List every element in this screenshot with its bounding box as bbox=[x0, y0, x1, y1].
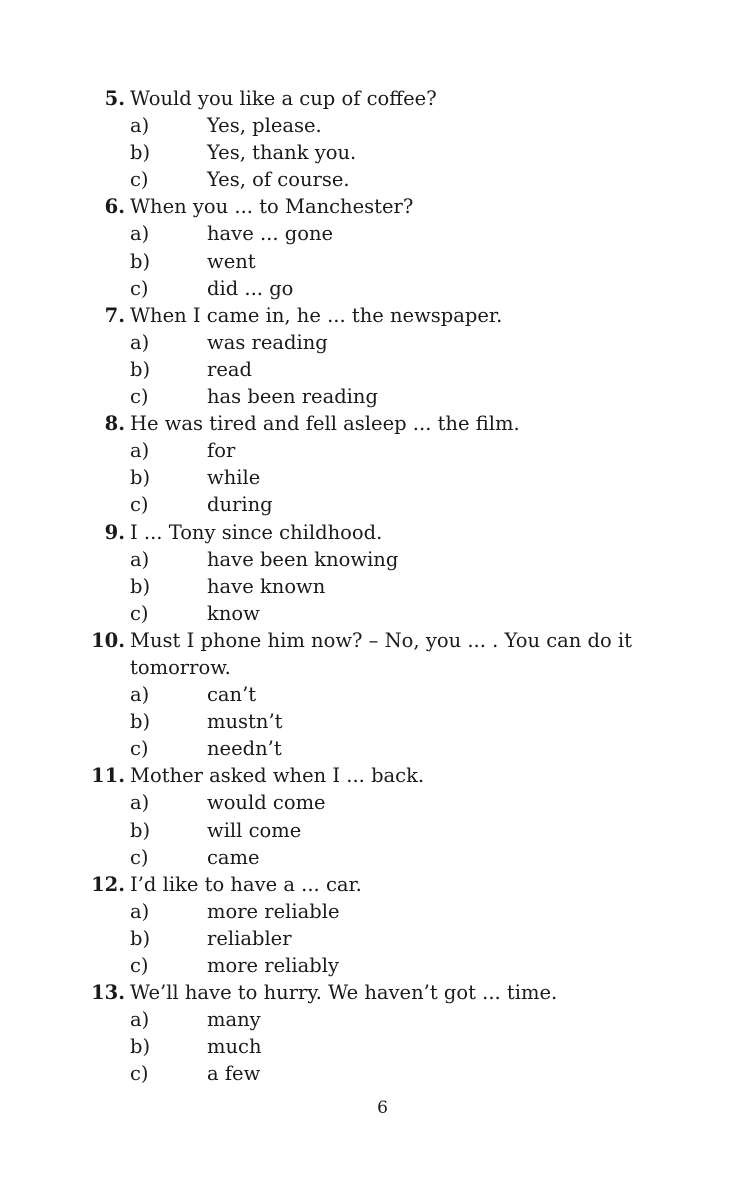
option-text: went bbox=[207, 249, 256, 273]
question-block bbox=[0, 871, 738, 979]
answer-option bbox=[0, 546, 738, 573]
answer-option bbox=[0, 383, 738, 410]
answer-option bbox=[0, 1006, 738, 1033]
answer-option bbox=[0, 464, 738, 491]
answer-option bbox=[0, 573, 738, 600]
answer-option bbox=[0, 817, 738, 844]
answer-option bbox=[0, 600, 738, 627]
answer-option bbox=[0, 275, 738, 302]
question-number: 10. bbox=[91, 628, 125, 652]
question-block bbox=[0, 519, 738, 627]
option-letter: a) bbox=[130, 1008, 150, 1032]
option-letter: c) bbox=[130, 493, 149, 517]
option-letter: c) bbox=[130, 385, 149, 409]
question bbox=[0, 85, 738, 112]
option-text: Yes, of course. bbox=[207, 168, 350, 192]
question-block bbox=[0, 627, 738, 762]
question-block bbox=[0, 193, 738, 301]
answer-option bbox=[0, 139, 738, 166]
question-number: 12. bbox=[91, 872, 125, 896]
option-text: during bbox=[207, 493, 273, 517]
option-letter: b) bbox=[130, 357, 151, 381]
question-number: 7. bbox=[104, 303, 125, 327]
question-text: He was tired and fell asleep ... the film. bbox=[130, 412, 520, 436]
option-text: while bbox=[207, 466, 261, 490]
option-letter: c) bbox=[130, 737, 149, 761]
option-letter: b) bbox=[130, 926, 151, 950]
option-letter: b) bbox=[130, 574, 151, 598]
question bbox=[0, 410, 738, 437]
question-block bbox=[0, 979, 738, 1087]
answer-option bbox=[0, 789, 738, 816]
answer-option bbox=[0, 925, 738, 952]
question-block bbox=[0, 85, 738, 193]
option-letter: b) bbox=[130, 710, 151, 734]
page-number: 6 bbox=[377, 1098, 388, 1118]
option-text: have ... gone bbox=[207, 222, 334, 246]
answer-option bbox=[0, 112, 738, 139]
option-letter: a) bbox=[130, 547, 150, 571]
option-letter: c) bbox=[130, 1062, 149, 1086]
option-text: have been knowing bbox=[207, 547, 399, 571]
question bbox=[0, 627, 738, 681]
option-text: reliabler bbox=[207, 926, 292, 950]
option-text: mustn’t bbox=[207, 710, 283, 734]
answer-option bbox=[0, 1060, 738, 1087]
question-list bbox=[0, 85, 738, 1087]
option-text: more reliable bbox=[207, 899, 340, 923]
question-text: Must I phone him now? – No, you ... . You can do it tomorrow. bbox=[130, 628, 633, 679]
option-text: read bbox=[207, 357, 252, 381]
option-text: has been reading bbox=[207, 385, 378, 409]
answer-option bbox=[0, 898, 738, 925]
answer-option bbox=[0, 356, 738, 383]
option-text: many bbox=[207, 1008, 261, 1032]
answer-option bbox=[0, 329, 738, 356]
question bbox=[0, 193, 738, 220]
question-text: When I came in, he ... the newspaper. bbox=[130, 303, 503, 327]
option-letter: c) bbox=[130, 845, 149, 869]
option-text: will come bbox=[207, 818, 302, 842]
option-letter: a) bbox=[130, 439, 150, 463]
answer-option bbox=[0, 708, 738, 735]
option-letter: b) bbox=[130, 466, 151, 490]
option-text: for bbox=[207, 439, 236, 463]
option-letter: c) bbox=[130, 276, 149, 300]
option-text: Yes, please. bbox=[207, 114, 322, 138]
option-text: much bbox=[207, 1035, 262, 1059]
answer-option bbox=[0, 166, 738, 193]
question bbox=[0, 519, 738, 546]
answer-option bbox=[0, 437, 738, 464]
option-text: Yes, thank you. bbox=[207, 141, 357, 165]
option-letter: a) bbox=[130, 330, 150, 354]
question bbox=[0, 302, 738, 329]
answer-option bbox=[0, 844, 738, 871]
question-number: 9. bbox=[104, 520, 125, 544]
question-text: I’d like to have a ... car. bbox=[130, 872, 362, 896]
option-letter: c) bbox=[130, 168, 149, 192]
question-text: We’ll have to hurry. We haven’t got ... time. bbox=[130, 981, 558, 1005]
option-text: would come bbox=[207, 791, 326, 815]
question-block bbox=[0, 302, 738, 410]
option-text: know bbox=[207, 601, 260, 625]
option-letter: b) bbox=[130, 249, 151, 273]
option-text: came bbox=[207, 845, 260, 869]
option-letter: c) bbox=[130, 601, 149, 625]
option-letter: c) bbox=[130, 954, 149, 977]
answer-option bbox=[0, 220, 738, 247]
answer-option bbox=[0, 952, 738, 979]
question-number: 5. bbox=[104, 87, 125, 110]
question-text: I ... Tony since childhood. bbox=[130, 520, 383, 544]
option-letter: a) bbox=[130, 899, 150, 923]
option-letter: b) bbox=[130, 141, 151, 165]
option-text: a few bbox=[207, 1062, 261, 1086]
option-text: can’t bbox=[207, 683, 257, 707]
option-letter: b) bbox=[130, 1035, 151, 1059]
option-text: needn’t bbox=[207, 737, 282, 761]
answer-option bbox=[0, 248, 738, 275]
option-text: more reliably bbox=[207, 954, 339, 977]
question bbox=[0, 871, 738, 898]
question-text: Would you like a cup of coffee? bbox=[130, 87, 437, 110]
question-number: 6. bbox=[104, 195, 125, 219]
question-block bbox=[0, 410, 738, 518]
option-text: was reading bbox=[207, 330, 328, 354]
question-number: 11. bbox=[91, 764, 125, 788]
question bbox=[0, 979, 738, 1006]
question-text: Mother asked when I ... back. bbox=[130, 764, 425, 788]
answer-option bbox=[0, 681, 738, 708]
option-text: did ... go bbox=[207, 276, 294, 300]
option-letter: b) bbox=[130, 818, 151, 842]
option-text: have known bbox=[207, 574, 326, 598]
answer-option bbox=[0, 491, 738, 518]
option-letter: a) bbox=[130, 791, 150, 815]
question-text: When you ... to Manchester? bbox=[130, 195, 414, 219]
option-letter: a) bbox=[130, 114, 150, 138]
question bbox=[0, 762, 738, 789]
question-number: 8. bbox=[104, 412, 125, 436]
answer-option bbox=[0, 735, 738, 762]
option-letter: a) bbox=[130, 683, 150, 707]
question-number: 13. bbox=[91, 981, 125, 1005]
option-letter: a) bbox=[130, 222, 150, 246]
answer-option bbox=[0, 1033, 738, 1060]
question-block bbox=[0, 762, 738, 870]
